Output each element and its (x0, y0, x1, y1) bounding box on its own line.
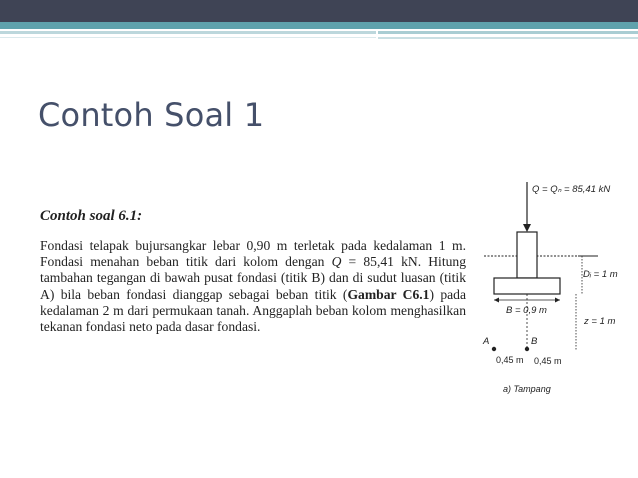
figure-caption: a) Tampang (503, 384, 551, 394)
figure-reference: Gambar C6.1 (347, 286, 430, 302)
load-arrow-head (523, 224, 531, 232)
z-label: z = 1 m (584, 316, 616, 327)
foundation-diagram (470, 178, 638, 400)
header-rule (378, 37, 638, 39)
footing (494, 278, 560, 294)
problem-text-part: ) pada kedalaman 2 m dari permukaan tanah. Anggaplah beban kolom menghasilkan tekanan fondasi neto pada dasar fondasi. (40, 286, 467, 335)
dim-right-label: 0,45 m (534, 356, 562, 366)
point-b-label: B (531, 336, 538, 347)
point-a (492, 347, 496, 351)
load-symbol: Q (331, 254, 342, 270)
problem-text (40, 238, 466, 335)
load-label: Q = Qₙ = 85,41 kN (532, 184, 611, 195)
dim-left-label: 0,45 m (496, 355, 524, 365)
problem-heading: Contoh soal 6.1: (40, 208, 143, 224)
header-accent-band (0, 22, 638, 29)
slide-title: Contoh Soal 1 (38, 96, 265, 134)
point-a-label: A (483, 336, 490, 347)
point-b (525, 347, 529, 351)
problem-text-part: = 85,41 kN. Hitung tambahan tegangan di bawah pusat fondasi (titik B) dan di sudut luasan (titik A) bila beban fondasi dianggap sebagai beban titik ( (40, 254, 466, 302)
header-rule (0, 37, 376, 38)
width-label: B = 0,9 m (506, 305, 547, 316)
column (517, 232, 537, 278)
width-arrow-head (494, 298, 499, 303)
header-bar (0, 0, 638, 22)
width-arrow-head (555, 298, 560, 303)
header-rule (0, 31, 376, 34)
header-rule (378, 31, 638, 34)
depth-label: Dᵢ = 1 m (583, 269, 618, 280)
problem-text-part: Fondasi telapak bujursangkar lebar 0,90 m terletak pada kedalaman 1 m. Fondasi menahan beban titik dari kolom dengan (40, 238, 466, 270)
